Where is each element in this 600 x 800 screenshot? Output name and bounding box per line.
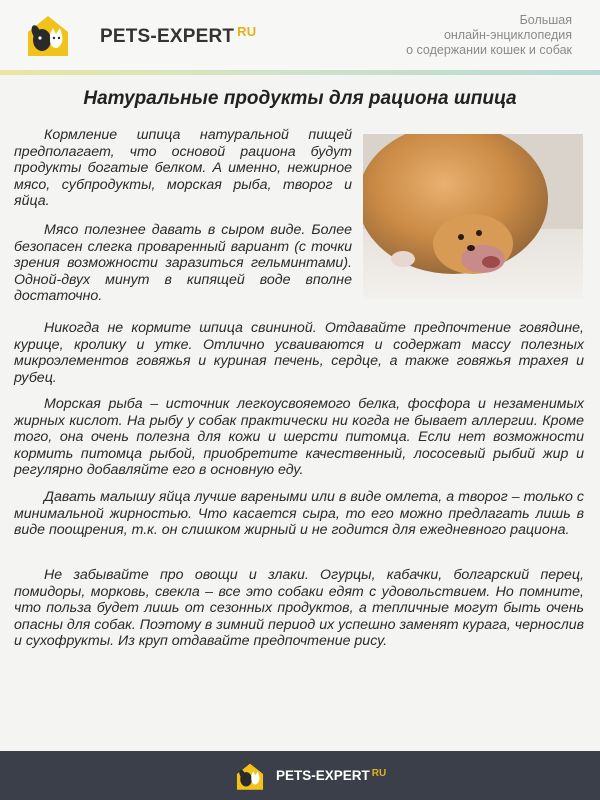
article-paragraph: Морская рыба – источник легкоусвояемого белка, фосфора и незаменимых жирных кислот. На рыбу у собак практически ни когда не бывает аллергии. Кроме того, она очень полезна для кожи и шерсти питомца. Если нет возможности кормить питомца рыбой, приобретите качественный, лососевый рыбий жир и регулярно добавляйте его в основную еду. (14, 396, 584, 478)
brand-suffix: RU (237, 24, 257, 39)
site-footer (0, 751, 600, 800)
site-tagline (352, 13, 572, 58)
tagline-line-3: о содержании кошек и собак (406, 43, 572, 57)
brand-name[interactable] (100, 24, 256, 48)
footer-brand-suffix: RU (371, 768, 387, 779)
article-paragraph: Мясо полезнее давать в сыром виде. Более безопасен слегка проваренный вариант (с точки зрения возможности заразиться гельминтами). Одной-двух минут в кипящей воде вполне достаточно. (14, 222, 352, 304)
brand-name-text: PETS-EXPERT (100, 26, 235, 47)
spitz-eating-photo (363, 134, 583, 299)
pets-logo-icon[interactable] (234, 761, 266, 791)
article-paragraph: Давать малышу яйца лучше вареными или в виде омлета, а творог – только с минимальной жирностью. Что касается сыра, то его можно предлагать лишь в виде поощрения, т.к. он слишком жирный и не годится для ежедневного рациона. (14, 489, 584, 538)
article-title: Натуральные продукты для рациона шпица (83, 88, 517, 109)
article-paragraph: Кормление шпица натуральной пищей предполагает, что основой рациона будут продукты богатые белком. А именно, нежирное мясо, субпродукты, морская рыба, творог и яйца. (14, 127, 352, 209)
footer-brand-text: PETS-EXPERT (276, 768, 370, 783)
tagline-line-1: Большая (519, 13, 572, 27)
header-divider (0, 70, 600, 75)
site-header (0, 0, 600, 72)
pets-logo-icon[interactable] (24, 12, 72, 58)
article-paragraph: Не забывайте про овощи и злаки. Огурцы, кабачки, болгарский перец, помидоры, морковь, свекла – все это собаки едят с удовольствием. Но помните, что польза будет лишь от сезонных продуктов, а тепличные могут быть очень опасны для собак. Поэтому в зимний период их успешно заменят курага, чернослив и сухофрукты. Из круп отдавайте предпочтение рису. (14, 567, 584, 649)
tagline-line-2: онлайн-энциклопедия (443, 28, 572, 42)
article-paragraph: Никогда не кормите шпица свининой. Отдавайте предпочтение говядине, курице, кролику и утке. Отлично усваиваются и содержат массу полезных микроэлементов говяжья и куриная печень, сердце, а также говяжья трахея и рубец. (14, 320, 584, 386)
footer-brand-name[interactable] (276, 768, 386, 783)
